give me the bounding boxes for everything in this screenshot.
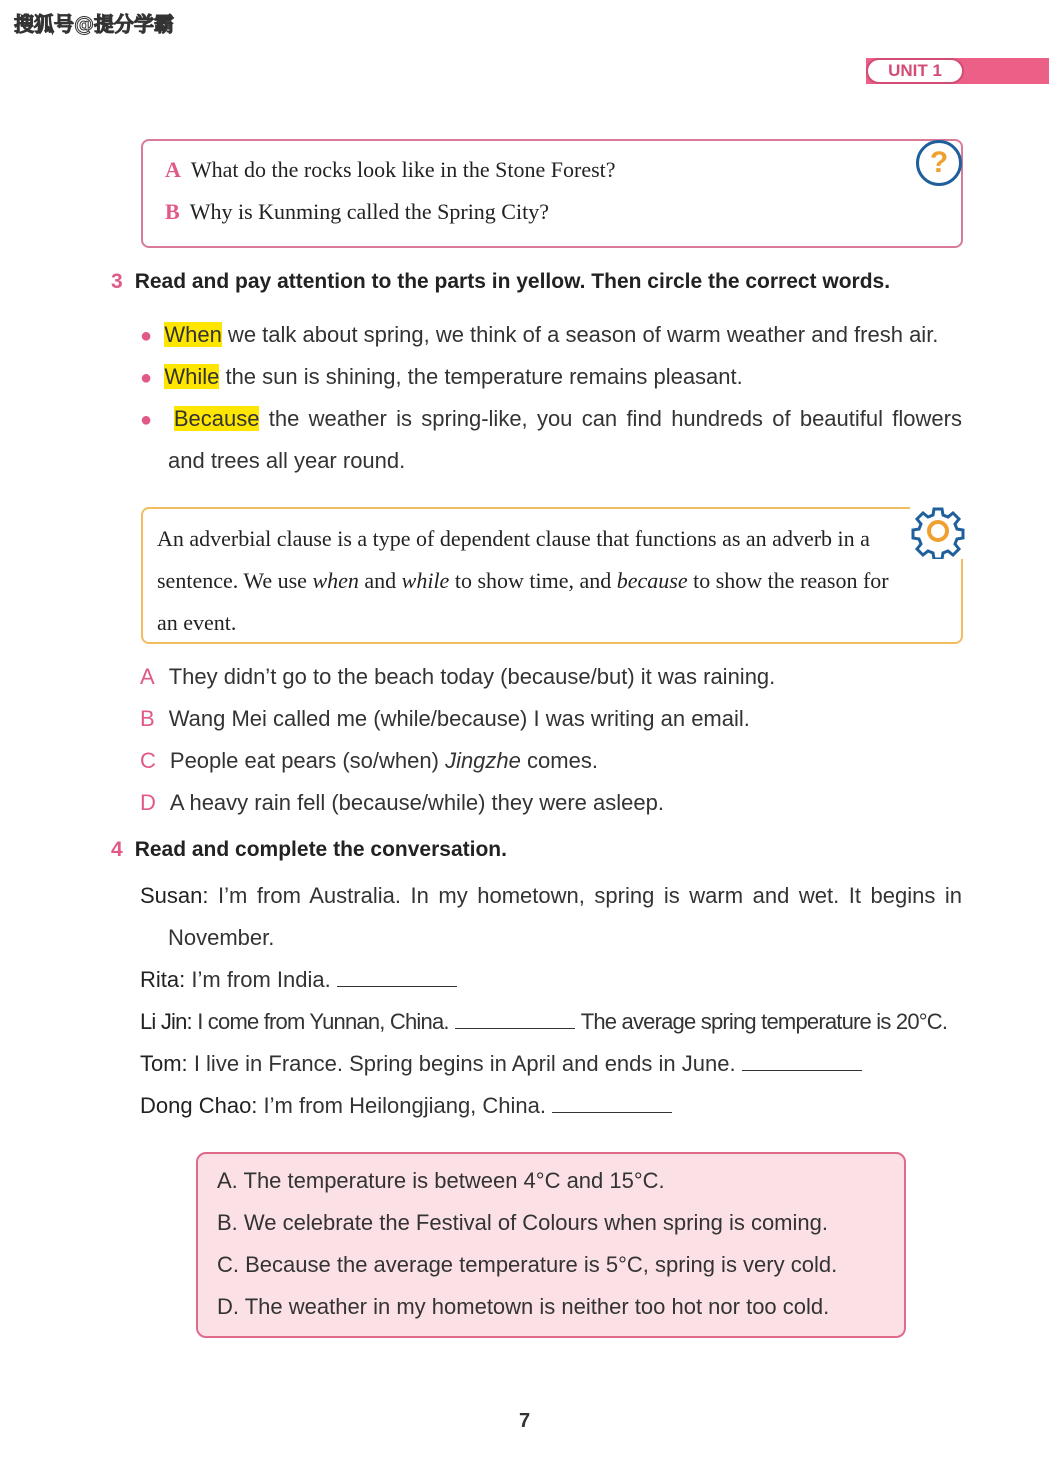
exercise-d: D A heavy rain fell (because/while) they were asleep.: [140, 790, 664, 815]
section-4-heading: 4 Read and complete the conversation.: [111, 838, 507, 861]
answer-blank[interactable]: [552, 1094, 672, 1113]
answer-blank[interactable]: [742, 1052, 862, 1071]
line-dong-chao: Dong Chao: I’m from Heilongjiang, China.: [140, 1093, 672, 1119]
unit-label: UNIT 1: [866, 58, 964, 84]
question-a: A What do the rocks look like in the Stone Forest?: [165, 157, 616, 182]
grammar-note: An adverbial clause is a type of dependent clause that functions as an adverb in a sentence. We use when and while to show time, and because to show the reason for an event.: [157, 526, 889, 635]
bullet-1: ● When we talk about spring, we think of a season of warm weather and fresh air.: [140, 322, 939, 347]
question-box: [141, 139, 963, 248]
section-3-heading: 3 Read and pay attention to the parts in yellow. Then circle the correct words.: [111, 270, 891, 293]
option-a: A. The temperature is between 4°C and 15°C.: [217, 1168, 665, 1193]
exercise-b: B Wang Mei called me (while/because) I was writing an email.: [140, 706, 750, 731]
page-number: 7: [518, 1410, 531, 1432]
bullet-3-continued: and trees all year round.: [168, 448, 406, 473]
gear-icon: [910, 503, 966, 559]
bullet-icon: ●: [140, 367, 153, 389]
watermark: 搜狐号@提分学霸: [14, 12, 174, 36]
line-rita: Rita: I’m from India.: [140, 967, 457, 993]
exercise-c: C People eat pears (so/when) Jingzhe comes.: [140, 748, 598, 773]
option-d: D. The weather in my hometown is neither too hot nor too cold.: [217, 1294, 830, 1319]
answer-blank[interactable]: [455, 1010, 575, 1029]
bullet-icon: ●: [140, 325, 153, 347]
line-susan: Susan: I’m from Australia. In my hometown, spring is warm and wet. It begins in: [140, 883, 962, 908]
option-c: C. Because the average temperature is 5°C, spring is very cold.: [217, 1252, 838, 1277]
question-b: B Why is Kunming called the Spring City?: [165, 199, 549, 224]
answer-blank[interactable]: [337, 968, 457, 987]
bullet-2: ● While the sun is shining, the temperature remains pleasant.: [140, 364, 743, 389]
line-li-jin: Li Jin: I come from Yunnan, China. The average spring temperature is 20°C.: [140, 1009, 948, 1034]
question-mark-icon: ?: [916, 140, 962, 186]
exercise-a: A They didn’t go to the beach today (because/but) it was raining.: [140, 664, 776, 689]
option-b: B. We celebrate the Festival of Colours when spring is coming.: [217, 1210, 828, 1235]
line-susan-continued: November.: [168, 925, 275, 950]
bullet-icon: ●: [140, 409, 156, 431]
line-tom: Tom: I live in France. Spring begins in April and ends in June.: [140, 1051, 862, 1077]
bullet-3: ● Because the weather is spring-like, you can find hundreds of beautiful flowers: [140, 406, 962, 431]
